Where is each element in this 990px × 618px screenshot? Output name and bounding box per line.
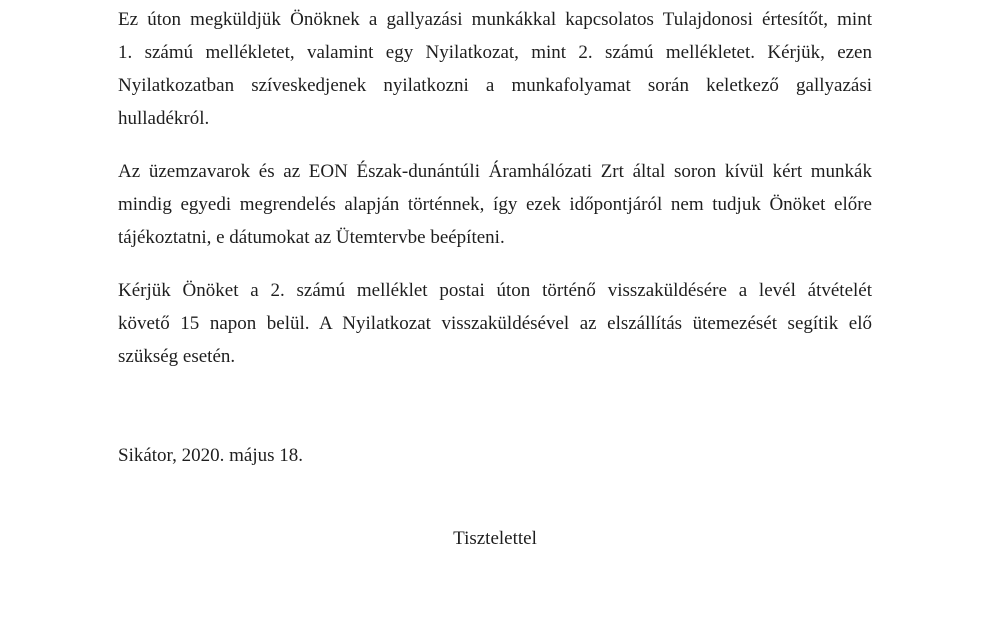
- date-line: Sikátor, 2020. május 18.: [118, 445, 304, 466]
- closing-salutation: Tisztelettel: [453, 528, 537, 549]
- paragraph-line: hulladékról.: [118, 108, 210, 129]
- paragraph-line: követő 15 napon belül. A Nyilatkozat visszaküldésével az elszállítás ütemezését segítik elő: [118, 313, 872, 334]
- paragraph: [118, 3, 872, 135]
- paragraph-line: szükség esetén.: [118, 346, 236, 367]
- paragraph: [118, 274, 872, 373]
- letter-paragraphs: [118, 3, 872, 373]
- paragraph-line: Ez úton megküldjük Önöknek a gallyazási munkákkal kapcsolatos Tulajdonosi értesítőt, mint: [118, 9, 872, 30]
- paragraph: [118, 155, 872, 254]
- letter-body: [118, 3, 872, 555]
- paragraph-line: 1. számú mellékletet, valamint egy Nyilatkozat, mint 2. számú mellékletet. Kérjük, ezen: [118, 42, 872, 63]
- paragraph-line: tájékoztatni, e dátumokat az Ütemtervbe beépíteni.: [118, 227, 505, 248]
- paragraph-line: Kérjük Önöket a 2. számú melléklet postai úton történő visszaküldésére a levél átvételét: [118, 280, 872, 301]
- paragraph-line: Nyilatkozatban szíveskedjenek nyilatkozni a munkafolyamat során keletkező gallyazási: [118, 75, 872, 96]
- paragraph-line: mindig egyedi megrendelés alapján történnek, így ezek időpontjáról nem tudjuk Önöket előre: [118, 194, 872, 215]
- paragraph-line: Az üzemzavarok és az EON Észak-dunántúli Áramhálózati Zrt által soron kívül kért munkák: [118, 161, 872, 182]
